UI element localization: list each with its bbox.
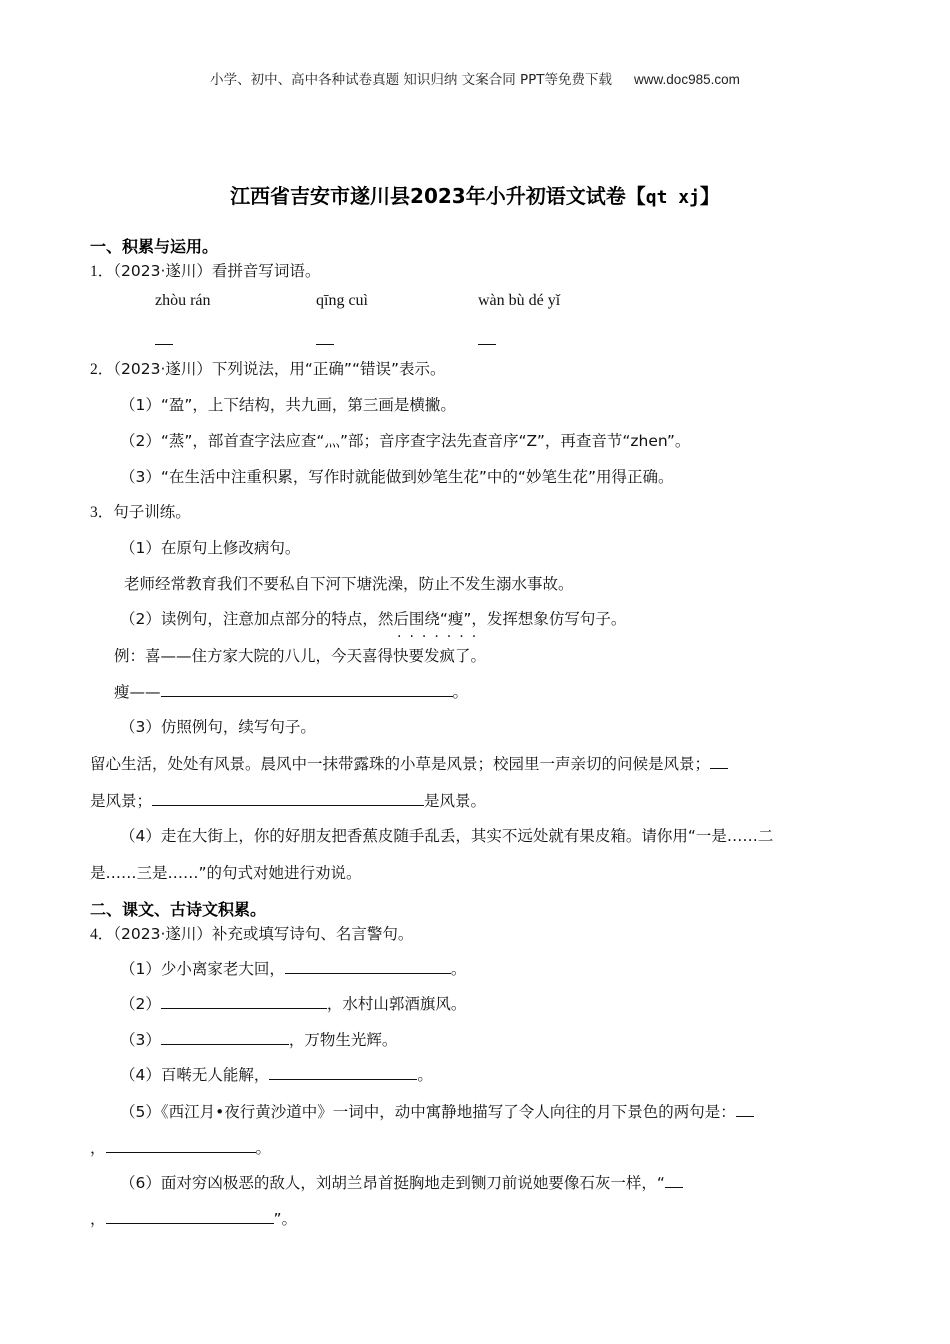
site-header [0, 68, 950, 88]
q2-item-2: （2）“蒸”，部首查字法应查“灬”部；音序查字法先查音序“Z”，再查音节“zhen”。 [120, 432, 691, 450]
q4-blank-2[interactable] [161, 993, 327, 1009]
header-url[interactable]: www.doc985.com [634, 72, 740, 87]
q1-number: 1． [90, 263, 114, 280]
q4-blank-1[interactable] [285, 958, 451, 974]
scenery-text: 留心生活，处处有风景。晨风中一抹带露珠的小草是风景；校园里一声亲切的问候是风景； [90, 755, 711, 773]
scenery-text-2b: 是风景。 [424, 792, 487, 810]
answer-blank-2[interactable] [316, 329, 334, 345]
q3-example: 例：喜——住方家大院的八儿，今天喜得快要发疯了。 [114, 647, 487, 665]
q3-part-4-line2: 是……三是……”的句式对她进行劝说。 [90, 864, 362, 882]
scenery-blank-2[interactable] [152, 790, 424, 806]
q4-item-3 [120, 1028, 397, 1050]
q4-blank-6a[interactable] [665, 1172, 683, 1188]
shou-blank[interactable] [161, 681, 453, 697]
q4-item-6-end: ”。 [273, 1210, 298, 1228]
q4-item-5-end: 。 [255, 1139, 272, 1157]
q4-blank-5a[interactable] [736, 1101, 754, 1117]
q3-sick-sentence: 老师经常教育我们不要私自下河下塘洗澡，防止不发生溺水事故。 [124, 575, 574, 593]
q4-item-3-label: （3） [120, 1031, 161, 1049]
section1-heading: 一、积累与运用。 [90, 237, 219, 256]
q4-item-1 [120, 957, 466, 979]
q4-text: （2023·遂川）补充或填写诗句、名言警句。 [113, 925, 414, 943]
q4-item-5-line2 [90, 1136, 271, 1158]
q3-scenery-line1 [90, 752, 728, 774]
section2-heading: 二、课文、古诗文积累。 [90, 900, 267, 919]
q3-part-3: （3）仿照例句，续写句子。 [120, 718, 316, 736]
q4-blank-6b[interactable] [106, 1208, 274, 1224]
header-text: 小学、初中、高中各种试卷真题 知识归纳 文案合同 PPT等免费下载 [210, 72, 613, 88]
q3-number: 3． [90, 504, 114, 521]
answer-blank-3[interactable] [478, 329, 496, 345]
q4-item-2 [120, 992, 466, 1014]
q4-item-6-line2 [90, 1207, 297, 1229]
q4-item-5-text: （5）《西江月•夜行黄沙道中》一词中，动中寓静地描写了令人向往的月下景色的两句是： [120, 1103, 736, 1121]
title-close: 】 [699, 184, 720, 208]
q4-item-5-comma: ， [90, 1139, 106, 1157]
q4-item-2-label: （2） [120, 995, 161, 1013]
q4-blank-3[interactable] [161, 1029, 289, 1045]
q3-part-2: （2）读例句，注意加点部分的特点，然后围绕“瘦”，发挥想象仿写句子。 [120, 610, 627, 628]
q2-number: 2． [90, 361, 114, 378]
q3-scenery-line2 [90, 789, 486, 811]
title-main: 江西省吉安市遂川县2023年小升初语文试卷【 [230, 184, 646, 208]
pinyin-1: zhòu rán [155, 292, 211, 309]
pinyin-3: wàn bù dé yǐ [478, 292, 561, 309]
q4-item-4 [120, 1063, 433, 1085]
q4-stem [90, 922, 413, 944]
q4-item-5-line1 [120, 1100, 754, 1122]
q2-item-1: （1）“盈”，上下结构，共九画，第三画是横撇。 [120, 396, 456, 414]
q4-item-4-text: （4）百啭无人能解， [120, 1066, 270, 1084]
q4-item-1-end: 。 [450, 960, 467, 978]
q4-blank-4[interactable] [269, 1064, 417, 1080]
q3-text: 句子训练。 [113, 503, 191, 521]
q4-blank-5b[interactable] [106, 1137, 256, 1153]
q3-shou-line [114, 680, 468, 702]
title-code: qt xj [645, 187, 700, 208]
pinyin-2: qīng cuì [316, 292, 368, 309]
q4-item-3-text: ，万物生光辉。 [288, 1031, 398, 1049]
q2-text: （2023·遂川）下列说法，用“正确”“错误”表示。 [113, 360, 446, 378]
q3-part-1: （1）在原句上修改病句。 [120, 539, 301, 557]
q4-item-6-line1 [120, 1171, 683, 1193]
answer-blank-1[interactable] [155, 329, 173, 345]
emphasis-dots: ······· [397, 629, 485, 645]
shou-prefix: 瘦—— [114, 683, 161, 701]
q1-stem [90, 259, 320, 281]
q3-part-4-line1: （4）走在大街上，你的好朋友把香蕉皮随手乱丢，其实不远处就有果皮箱。请你用“一是……二 [120, 827, 774, 845]
q4-item-6-text: （6）面对穷凶极恶的敌人，刘胡兰昂首挺胸地走到铡刀前说她要像石灰一样，“ [120, 1174, 665, 1192]
q2-stem [90, 357, 446, 379]
q4-item-4-end: 。 [417, 1066, 433, 1084]
scenery-blank-1[interactable] [710, 753, 728, 769]
q4-item-1-text: （1）少小离家老大回， [120, 960, 285, 978]
q3-stem [90, 500, 191, 522]
q4-item-2-text: ，水村山郭酒旗风。 [326, 995, 467, 1013]
q1-text: （2023·遂川）看拼音写词语。 [113, 262, 321, 280]
q4-item-6-comma: ， [90, 1210, 106, 1228]
scenery-text-2a: 是风景； [90, 792, 153, 810]
q4-number: 4． [90, 926, 114, 943]
page-title [0, 180, 950, 209]
shou-end: 。 [452, 683, 469, 701]
q2-item-3: （3）“在生活中注重积累，写作时就能做到妙笔生花”中的“妙笔生花”用得正确。 [120, 468, 674, 486]
